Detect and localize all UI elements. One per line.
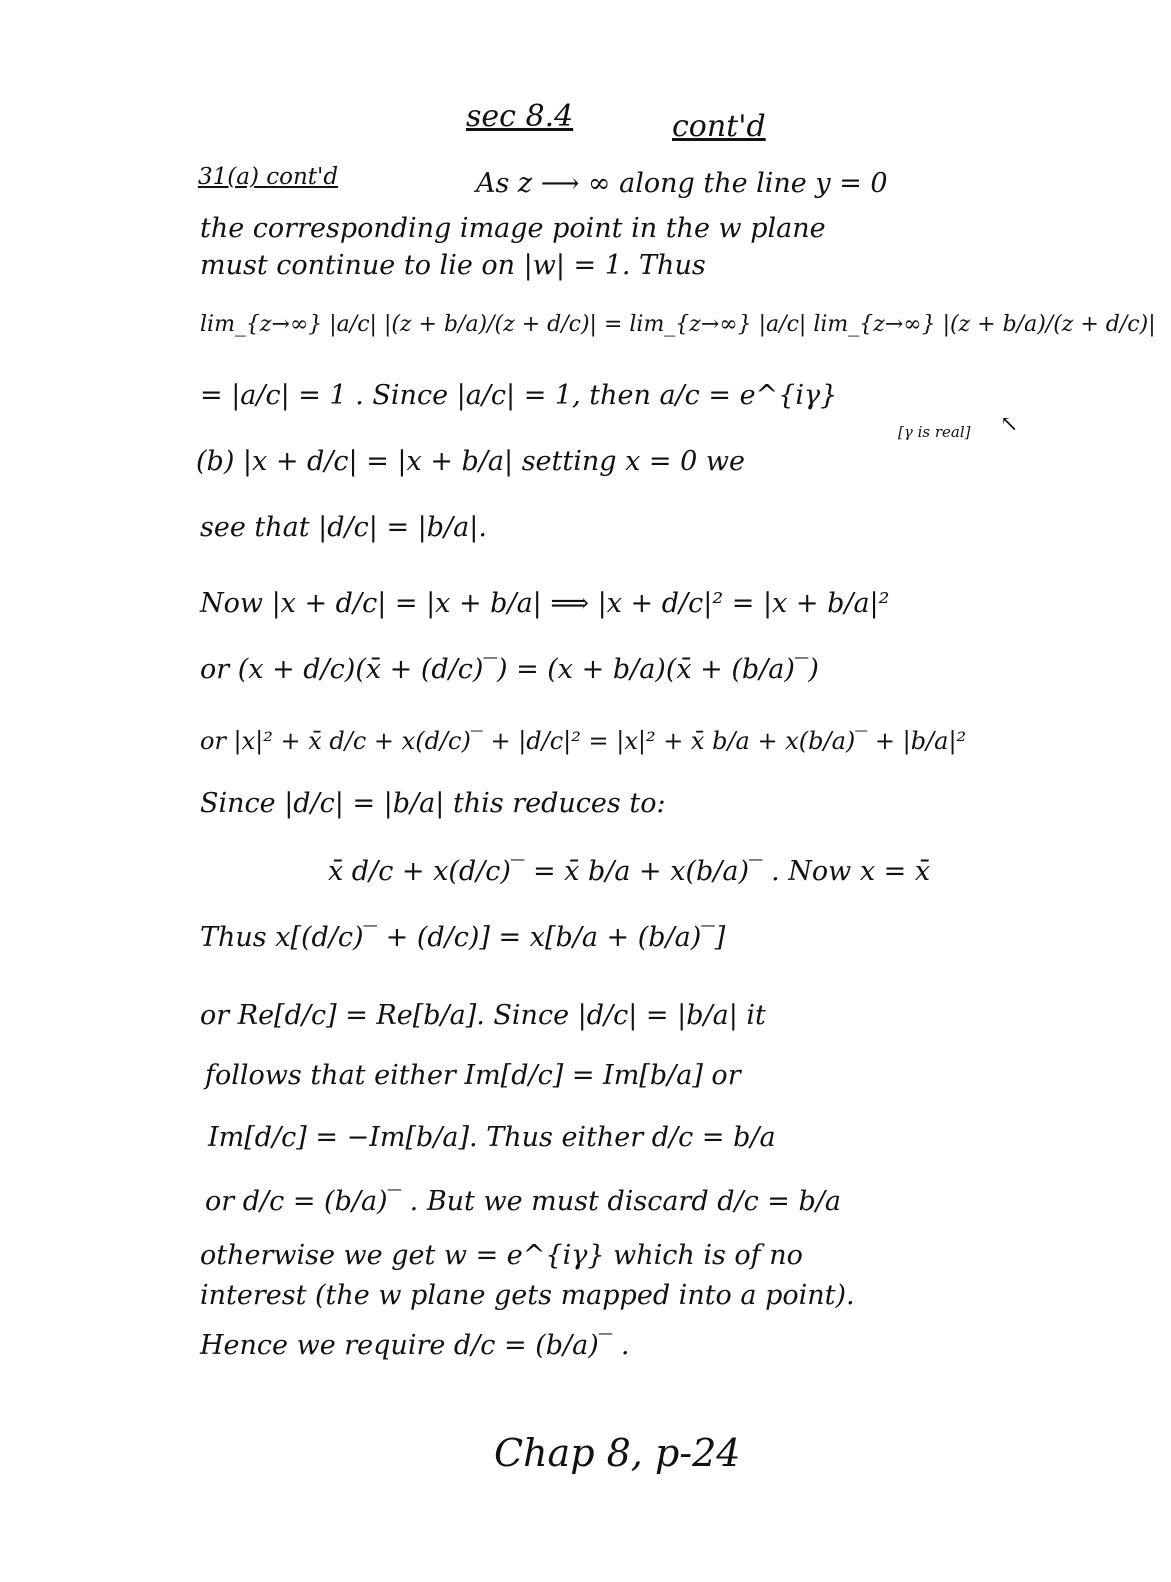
section-heading: sec 8.4 bbox=[466, 99, 574, 134]
line-14: or Re[d/c] = Re[b/a]. Since |d/c| = |b/a| it bbox=[200, 1000, 766, 1031]
line-6: (b) |x + d/c| = |x + b/a| setting x = 0 we bbox=[196, 446, 745, 477]
line-11: Since |d/c| = |b/a| this reduces to: bbox=[200, 788, 666, 819]
line-9: or (x + d/c)(x̄ + (d/c)‾) = (x + b/a)(x̄ + (b/a)‾) bbox=[200, 654, 819, 685]
line-3: must continue to lie on |w| = 1. Thus bbox=[200, 250, 706, 281]
line-1: As z ⟶ ∞ along the line y = 0 bbox=[476, 168, 888, 199]
line-17: or d/c = (b/a)‾ . But we must discard d/c = b/a bbox=[205, 1186, 841, 1217]
line-10: or |x|² + x̄ d/c + x(d/c)‾ + |d/c|² = |x|² + x̄ b/a + x(b/a)‾ + |b/a|² bbox=[200, 727, 967, 755]
line-20: Hence we require d/c = (b/a)‾ . bbox=[200, 1330, 630, 1361]
line-16: Im[d/c] = −Im[b/a]. Thus either d/c = b/a bbox=[208, 1122, 776, 1153]
line-8: Now |x + d/c| = |x + b/a| ⟹ |x + d/c|² = |x + b/a|² bbox=[200, 588, 890, 619]
part-a-label bbox=[198, 164, 338, 190]
line-13: Thus x[(d/c)‾ + (d/c)] = x[b/a + (b/a)‾] bbox=[200, 922, 726, 953]
line-4: lim_{z→∞} |a/c| |(z + b/a)/(z + d/c)| = lim_{z→∞} |a/c| lim_{z→∞} |(z + b/a)/(z + d/c)| bbox=[200, 312, 1156, 337]
part-a-label-text: 31(a) cont'd bbox=[198, 164, 339, 190]
line-18: otherwise we get w = e^{iγ} which is of no bbox=[200, 1240, 803, 1271]
line-19: interest (the w plane gets mapped into a point). bbox=[200, 1280, 855, 1311]
gamma-real-note: [γ is real] bbox=[898, 423, 971, 441]
line-15: follows that either Im[d/c] = Im[b/a] or bbox=[205, 1060, 741, 1091]
line-12: x̄ d/c + x(d/c)‾ = x̄ b/a + x(b/a)‾ . Now x = x̄ bbox=[328, 856, 931, 887]
line-2: the corresponding image point in the w plane bbox=[200, 213, 826, 244]
continued-heading: cont'd bbox=[672, 109, 766, 144]
line-5: = |a/c| = 1 . Since |a/c| = 1, then a/c = e^{iγ} bbox=[200, 380, 838, 411]
line-7: see that |d/c| = |b/a|. bbox=[200, 512, 487, 543]
page-footer: Chap 8, p-24 bbox=[494, 1431, 741, 1475]
note-arrow-icon: ↖ bbox=[1000, 412, 1019, 437]
